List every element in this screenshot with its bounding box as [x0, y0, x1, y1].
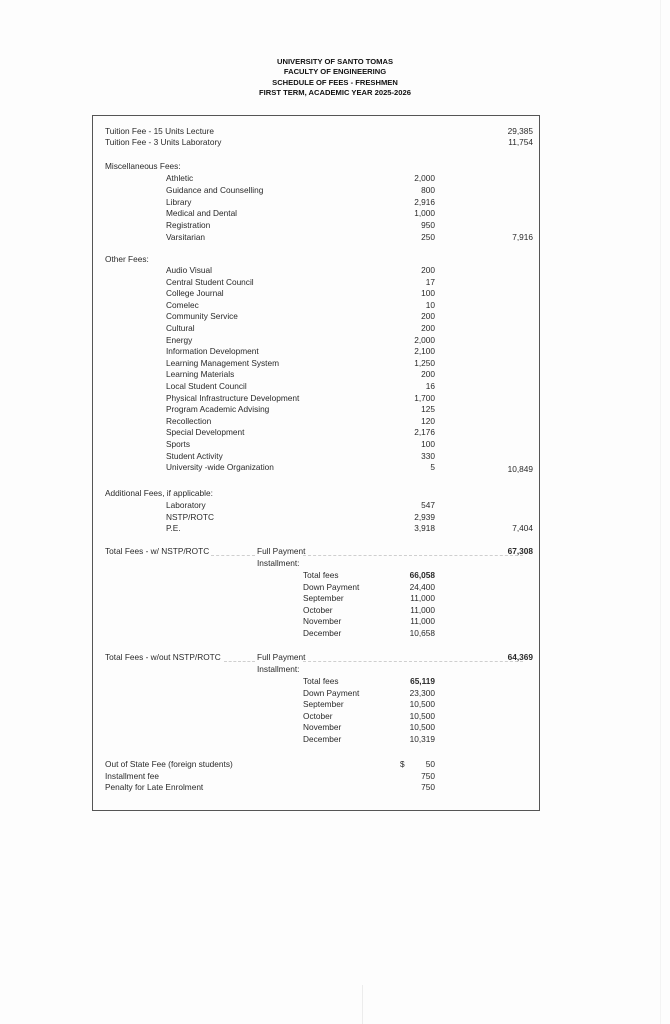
other-fees-total: 10,849	[507, 464, 533, 474]
extra-fee-amount: 750	[421, 770, 435, 781]
fee-item-label: Total fees	[303, 676, 339, 686]
fee-item-label: NSTP/ROTC	[166, 511, 214, 522]
fee-item-label: Down Payment	[303, 581, 360, 592]
fee-item-label: Guidance and Counselling	[166, 184, 264, 195]
without-nstp-full-label: Full Payment	[257, 652, 306, 662]
dashed-leader	[211, 555, 255, 556]
fee-item-amount: 200	[421, 265, 435, 275]
fee-item-label: September	[303, 699, 344, 710]
fee-item-amount: 10	[425, 299, 435, 310]
fee-item-label: Medical and Dental	[166, 208, 238, 219]
fee-item-label: Community Service	[166, 311, 238, 322]
fee-item-label: Library	[166, 196, 192, 207]
fee-item-label: November	[303, 616, 342, 627]
scan-artifact-line	[362, 985, 363, 1024]
fee-item-label: P.E.	[166, 523, 181, 534]
fee-item-label: November	[303, 722, 342, 733]
fee-item-label: College Journal	[166, 288, 224, 299]
fee-item-label: Student Activity	[166, 450, 223, 461]
extra-fee-label: Installment fee	[105, 770, 159, 781]
additional-fees-heading: Additional Fees, if applicable:	[105, 488, 213, 498]
fee-item-amount: 1,250	[414, 357, 435, 368]
fee-item-amount: 10,500	[409, 699, 435, 710]
fee-item-amount: 5	[430, 462, 435, 473]
fee-item-label: Program Academic Advising	[166, 404, 270, 415]
fee-item-amount: 950	[421, 220, 435, 231]
fee-item-amount: 11,000	[410, 604, 435, 615]
without-nstp-title: Total Fees - w/out NSTP/ROTC	[105, 652, 221, 662]
without-nstp-full-total: 64,369	[507, 652, 533, 662]
header-line: SCHEDULE OF FEES - FRESHMEN	[272, 77, 398, 87]
fee-item-amount: 100	[421, 288, 435, 299]
fee-item-amount: 66,058	[409, 570, 435, 580]
fee-item-label: December	[303, 628, 342, 638]
fee-item-label: University -wide Organization	[166, 462, 274, 473]
with-nstp-title: Total Fees - w/ NSTP/ROTC	[105, 546, 210, 556]
fee-item-amount: 250	[421, 232, 435, 242]
fee-item-amount: 11,000	[410, 593, 435, 604]
fee-item-label: Energy	[166, 334, 193, 345]
fee-item-label: Athletic	[166, 173, 194, 183]
fee-item-amount: 2,100	[414, 346, 435, 357]
fee-item-amount: 200	[421, 369, 435, 380]
additional-fees-total: 7,404	[512, 523, 533, 533]
fee-item-amount: 10,500	[409, 710, 435, 721]
fee-item-amount: 2,939	[414, 511, 435, 522]
fee-item-amount: 120	[421, 415, 435, 426]
fee-item-label: Information Development	[166, 346, 259, 357]
fee-item-label: Learning Materials	[166, 369, 235, 380]
fee-item-amount: 125	[421, 404, 435, 415]
fee-item-label: Total fees	[303, 570, 339, 580]
fee-item-amount: 1,700	[414, 392, 435, 403]
fee-item-amount: 2,000	[414, 334, 435, 345]
other-fees-heading: Other Fees:	[105, 254, 149, 264]
header-line: FACULTY OF ENGINEERING	[283, 67, 387, 77]
fee-item-amount: 2,000	[414, 173, 435, 183]
fee-item-amount: 100	[421, 439, 435, 449]
fee-item-label: Local Student Council	[166, 381, 247, 391]
fee-item-amount: 1,000	[414, 208, 435, 219]
fee-item-amount: 10,319	[409, 734, 435, 744]
fee-item-label: Audio Visual	[166, 265, 212, 275]
fee-item-amount: 2,916	[414, 196, 435, 207]
with-nstp-installment-label: Installment:	[257, 558, 300, 568]
fee-item-label: Laboratory	[166, 500, 206, 510]
header-line: FIRST TERM, ACADEMIC YEAR 2025-2026	[259, 88, 411, 98]
document-header	[0, 57, 670, 99]
header-line: UNIVERSITY OF SANTO TOMAS	[276, 57, 394, 66]
fee-item-amount: 200	[421, 323, 435, 333]
fee-item-amount: 24,400	[409, 581, 435, 592]
fee-item-label: Registration	[166, 220, 211, 231]
fee-item-amount: 16	[425, 381, 435, 391]
extra-fee-amount: 750	[421, 782, 435, 793]
fee-item-amount: 2,176	[414, 427, 435, 438]
tuition-lecture-label: Tuition Fee - 15 Units Lecture	[105, 126, 214, 136]
fee-item-amount: 547	[421, 500, 435, 510]
with-nstp-full-label: Full Payment	[257, 546, 306, 556]
extra-fee-amount: 50	[425, 759, 435, 769]
dashed-leader	[224, 661, 255, 662]
extra-fee-label: Out of State Fee (foreign students)	[105, 759, 233, 769]
fee-item-label: October	[303, 604, 333, 615]
fee-item-label: Special Development	[166, 427, 245, 438]
fee-item-amount: 10,500	[409, 722, 435, 733]
tuition-lab-label: Tuition Fee - 3 Units Laboratory	[105, 137, 222, 147]
tuition-lab-total: 11,754	[508, 137, 533, 147]
fee-item-amount: 11,000	[410, 616, 435, 627]
fee-schedule-box	[92, 115, 540, 811]
fee-item-amount: 200	[421, 311, 435, 322]
misc-fees-heading: Miscellaneous Fees:	[105, 161, 181, 171]
without-nstp-installment-label: Installment:	[257, 664, 300, 674]
misc-fees-total: 7,916	[512, 232, 533, 242]
fee-item-label: September	[303, 593, 344, 604]
fee-item-amount: 65,119	[410, 676, 435, 686]
fee-item-amount: 800	[421, 184, 435, 195]
fee-item-label: Central Student Council	[166, 276, 254, 287]
fee-item-label: December	[303, 734, 342, 744]
fee-item-amount: 17	[425, 276, 435, 287]
fee-item-label: Down Payment	[303, 687, 360, 698]
fee-item-label: Cultural	[166, 323, 195, 333]
fee-item-label: October	[303, 710, 333, 721]
fee-item-amount: 23,300	[409, 687, 435, 698]
fee-item-label: Learning Management System	[166, 357, 279, 368]
fee-item-amount: 10,658	[409, 628, 435, 638]
with-nstp-full-total: 67,308	[507, 546, 533, 556]
fee-item-label: Comelec	[166, 299, 199, 310]
fee-item-amount: 330	[421, 450, 435, 461]
tuition-lecture-total: 29,385	[507, 126, 533, 136]
extra-fee-label: Penalty for Late Enrolment	[105, 782, 204, 793]
scan-artifact-line	[660, 0, 661, 1024]
fee-item-label: Physical Infrastructure Development	[166, 392, 300, 403]
currency-symbol: $	[400, 759, 405, 769]
fee-item-label: Sports	[166, 439, 190, 449]
fee-item-label: Recollection	[166, 415, 212, 426]
fee-item-label: Varsitarian	[166, 232, 206, 242]
fee-item-amount: 3,918	[414, 523, 435, 534]
